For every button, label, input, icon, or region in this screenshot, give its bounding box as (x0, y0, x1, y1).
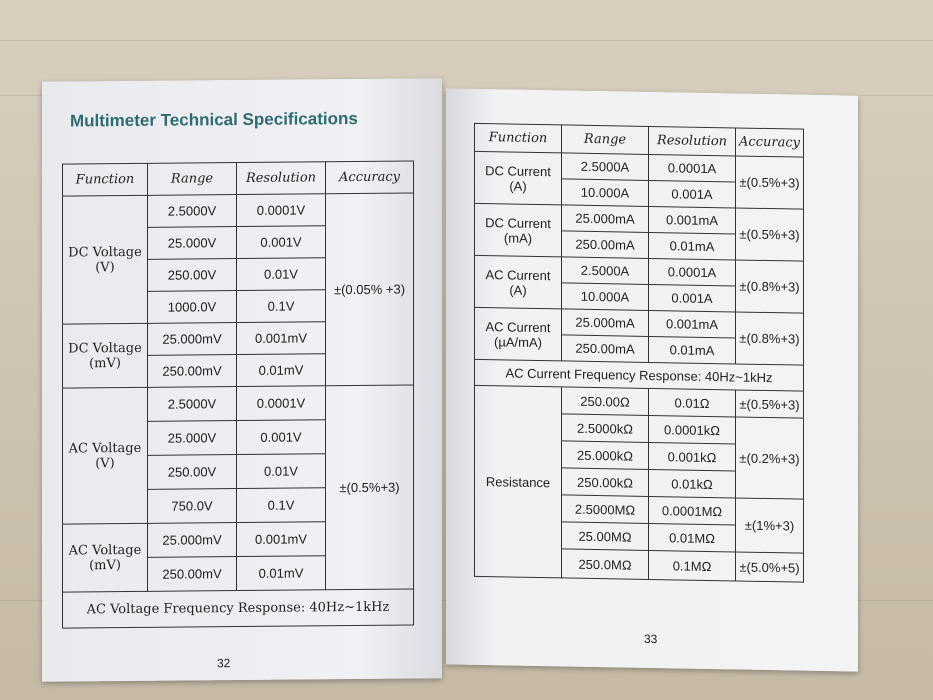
range-cell: 250.00mA (562, 231, 649, 259)
range-cell: 250.00mV (148, 355, 237, 388)
range-cell: 2.5000kΩ (562, 414, 649, 443)
header-resolution: Resolution (649, 126, 736, 156)
page-title: Multimeter Technical Specifications (70, 108, 358, 131)
range-cell: 25.000mV (148, 323, 237, 356)
accuracy-cell: ±(0.05% +3) (326, 193, 414, 386)
accuracy-cell: ±(0.5%+3) (736, 208, 804, 261)
resolution-cell: 0.0001MΩ (649, 496, 736, 525)
resolution-cell: 0.1MΩ (649, 550, 736, 581)
resolution-cell: 0.0001kΩ (649, 415, 736, 444)
range-cell: 2.5000MΩ (562, 495, 649, 524)
resolution-cell: 0.1V (237, 488, 326, 523)
function-cell: DC Voltage (V) (63, 195, 148, 324)
range-cell: 250.00kΩ (562, 468, 649, 497)
resolution-cell: 0.01mA (649, 232, 736, 260)
resolution-cell: 0.01mA (649, 336, 736, 364)
accuracy-cell: ±(0.5%+3) (326, 385, 414, 590)
range-cell: 25.00MΩ (562, 522, 649, 551)
resolution-cell: 0.0001A (649, 258, 736, 286)
resolution-cell: 0.01mV (237, 556, 326, 591)
page-number: 32 (217, 656, 231, 671)
resolution-cell: 0.01mV (237, 354, 326, 387)
left-page (42, 78, 442, 681)
resolution-cell: 0.001V (237, 420, 326, 455)
range-cell: 750.0V (148, 489, 237, 524)
range-cell: 1000.0V (148, 291, 237, 324)
range-cell: 25.000mV (148, 523, 237, 558)
header-function: Function (63, 163, 148, 196)
range-cell: 250.00Ω (562, 387, 649, 416)
resolution-cell: 0.0001A (649, 154, 736, 182)
range-cell: 10.000A (562, 179, 649, 207)
resolution-cell: 0.001A (649, 180, 736, 208)
current-resistance-spec-table (474, 123, 804, 583)
function-cell: AC Current (µA/mA) (475, 307, 562, 361)
function-cell: AC Current (A) (475, 255, 562, 309)
resolution-cell: 0.001kΩ (649, 442, 736, 471)
frequency-response-note: AC Voltage Frequency Response: 40Hz~1kHz (63, 589, 414, 628)
resolution-cell: 0.0001V (237, 386, 326, 421)
function-cell: Resistance (475, 385, 562, 578)
header-accuracy: Accuracy (736, 128, 804, 157)
resolution-cell: 0.01kΩ (649, 469, 736, 498)
function-cell: AC Voltage (mV) (63, 523, 148, 592)
resolution-cell: 0.1V (237, 290, 326, 323)
range-cell: 10.000A (562, 283, 649, 311)
accuracy-cell: ±(0.5%+3) (736, 390, 804, 418)
header-range: Range (562, 125, 649, 155)
range-cell: 2.5000A (562, 257, 649, 285)
header-resolution: Resolution (237, 162, 326, 195)
resolution-cell: 0.01V (237, 258, 326, 291)
function-cell: DC Current (mA) (475, 203, 562, 257)
accuracy-cell: ±(0.8%+3) (736, 312, 804, 365)
range-cell: 25.000kΩ (562, 441, 649, 470)
right-page (446, 88, 858, 671)
resolution-cell: 0.01Ω (649, 388, 736, 417)
accuracy-cell: ±(0.2%+3) (736, 417, 804, 499)
resolution-cell: 0.001mA (649, 310, 736, 338)
header-function: Function (475, 123, 562, 153)
accuracy-cell: ±(0.5%+3) (736, 156, 804, 209)
resolution-cell: 0.001mV (237, 522, 326, 557)
range-cell: 2.5000A (562, 153, 649, 181)
resolution-cell: 0.001mA (649, 206, 736, 234)
frequency-response-note: AC Current Frequency Response: 40Hz~1kHz (475, 359, 804, 391)
accuracy-cell: ±(1%+3) (736, 498, 804, 553)
resolution-cell: 0.01V (237, 454, 326, 489)
range-cell: 250.00mV (148, 557, 237, 592)
range-cell: 250.00mA (562, 335, 649, 363)
function-cell: DC Current (A) (475, 151, 562, 205)
range-cell: 250.0MΩ (562, 549, 649, 580)
range-cell: 25.000V (148, 227, 237, 260)
function-cell: DC Voltage (mV) (63, 323, 148, 388)
range-cell: 2.5000V (148, 387, 237, 422)
header-range: Range (148, 163, 237, 196)
voltage-spec-table (62, 160, 414, 628)
resolution-cell: 0.001mV (237, 322, 326, 355)
range-cell: 250.00V (148, 259, 237, 292)
resolution-cell: 0.001V (237, 226, 326, 259)
page-number: 33 (644, 631, 658, 647)
accuracy-cell: ±(0.8%+3) (736, 260, 804, 313)
range-cell: 2.5000V (148, 195, 237, 228)
resolution-cell: 0.001A (649, 284, 736, 312)
resolution-cell: 0.0001V (237, 194, 326, 227)
function-cell: AC Voltage (V) (63, 387, 148, 524)
resolution-cell: 0.01MΩ (649, 523, 736, 552)
range-cell: 25.000V (148, 421, 237, 456)
range-cell: 25.000mA (562, 309, 649, 337)
range-cell: 250.00V (148, 455, 237, 490)
accuracy-cell: ±(5.0%+5) (736, 552, 804, 582)
range-cell: 25.000mA (562, 205, 649, 233)
header-accuracy: Accuracy (326, 161, 414, 194)
